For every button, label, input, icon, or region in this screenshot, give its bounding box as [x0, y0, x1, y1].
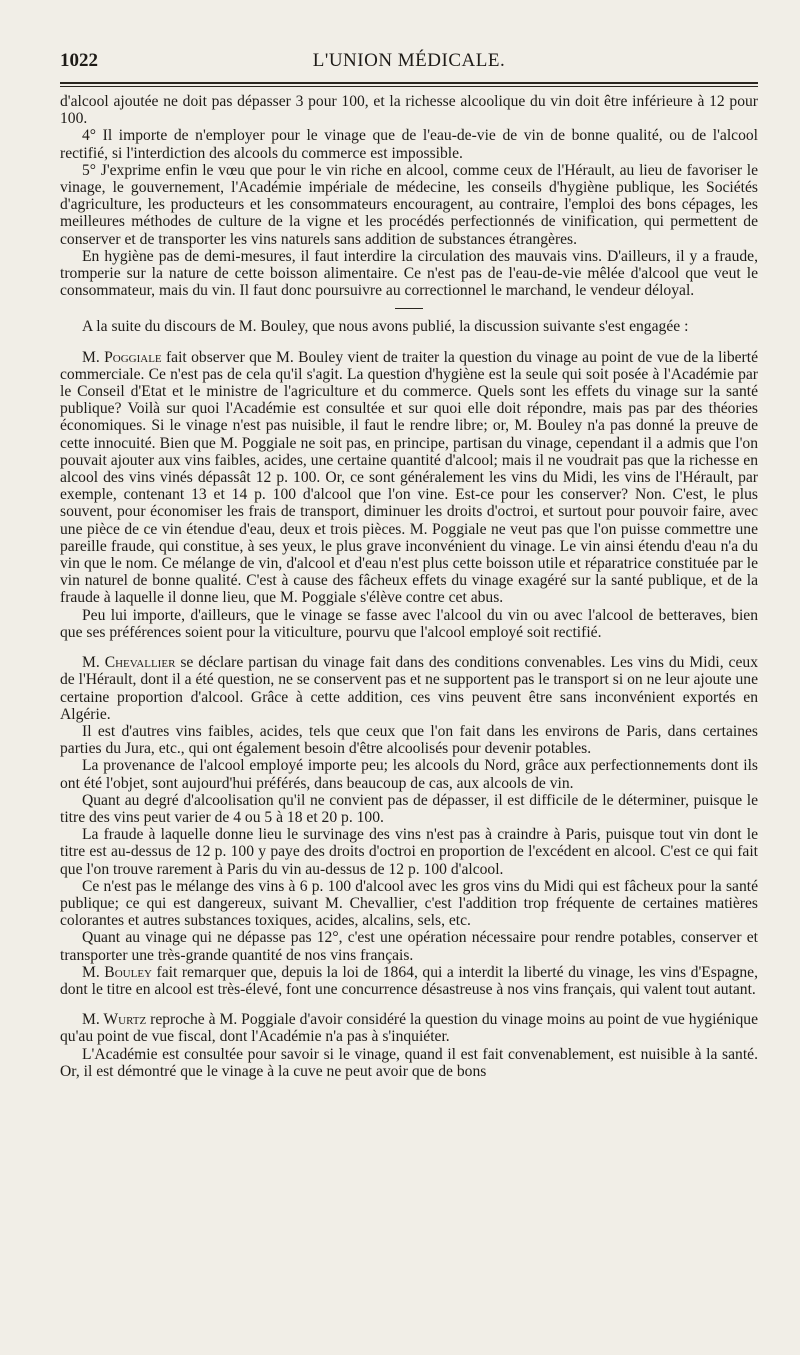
debate-paragraph: Quant au vinage qui ne dépasse pas 12°, c'est une opération nécessaire pour rendre potables, conserver et transporter une très-grande quantité de nos vins français. [60, 929, 758, 964]
debate-text: reproche à M. Poggiale d'avoir considéré la question du vinage moins au point de vue hygiénique qu'au point de vue fiscal, dont l'Académie n'a pas à s'inquiéter. [60, 1011, 758, 1046]
debate-text: fait remarquer que, depuis la loi de 1864, qui a interdit la liberté du vinage, les vins d'Espagne, dont le titre en alcool est très-élevé, font une concurrence désastreuse à nos vins français, qui valent tout autant. [60, 963, 758, 998]
discussion-intro: A la suite du discours de M. Bouley, que nous avons publié, la discussion suivante s'est engagée : [82, 318, 689, 336]
article-body [60, 93, 758, 1080]
speaker-name: M. Bouley [82, 963, 152, 981]
paragraph: d'alcool ajoutée ne doit pas dépasser 3 pour 100, et la richesse alcoolique du vin doit être inférieure à 12 pour 100. [60, 93, 758, 128]
debate-paragraph: La provenance de l'alcool employé importe peu; les alcools du Nord, grâce aux perfectionnements dont ils ont été l'objet, sont aujourd'hui préférés, dans beaucoup de cas, aux alcools de vin. [60, 757, 758, 792]
speaker-name: M. Wurtz [82, 1011, 147, 1029]
speaker-name: M. Chevallier [82, 654, 176, 672]
header-rule-thin [60, 86, 758, 87]
journal-title: L'UNION MÉDICALE. [312, 50, 506, 71]
debate-paragraph [60, 964, 758, 998]
debate-paragraph [60, 349, 758, 607]
paragraph: En hygiène pas de demi-mesures, il faut interdire la circulation des mauvais vins. D'ailleurs, il y a fraude, tromperie sur la nature de cette boisson alimentaire. Ce n'est pas de l'eau-de-vie mêlée d'alcool que veut le consommateur, mais du vin. Il faut donc poursuivre au correctionnel le marchand, le vendeur déloyal. [60, 247, 758, 300]
debate-text: fait observer que M. Bouley vient de traiter la question du vinage au point de vue de la liberté commerciale. Ce n'est pas de cela qu'il s'agit. La question d'hygiène est la seule qui soit posée à l'Académie par le Conseil d'Etat et le ministre de l'agriculture et du commerce. Quels sont les effets du vinage sur la santé publique? Voilà sur quoi l'Académie est consultée et sur quoi elle doit répondre, mais pas par des théories économiques. Si le vinage n'est pas nuisible, il faut le rendre libre; or, M. Bouley n'a pas donné la preuve de cette innocuité. Bien que M. Poggiale ne soit pas, en principe, partisan du vinage, cependant il a admis que l'on pouvait ajouter aux vins faibles, acides, une certaine quantité d'alcool; mais il ne voudrait pas que la richesse en alcool des vins vinés dépassât 12 p. 100. Or, ce sont généralement les vins du Midi, les vins de l'Hérault, par exemple, contenant 13 et 14 p. 100 d'alcool que l'on vine. Est-ce pour les conserver? Non. C'est, le plus souvent, pour économiser les frais de transport, diminuer les droits d'octroi, et surtout pour pouvoir faire, avec une pièce de ce vin étendue d'eau, deux et trois pièces. M. Poggiale ne veut pas que l'on puisse commettre une pareille fraude, qui constitue, à ses yeux, le plus grave inconvénient du vinage. Le vin ainsi étendu d'eau n'a du vin que le nom. Ce mélange de vin, d'alcool et d'eau n'est plus cette boisson utile et réparatrice constituée par le vin naturel de bonne qualité. C'est à cause des fâcheux effets du vinage exagéré sur la santé publique, et de la fraude à laquelle il donne lieu, que M. Poggiale s'élève contre cet abus. [60, 348, 758, 607]
debate-paragraph: La fraude à laquelle donne lieu le survinage des vins n'est pas à craindre à Paris, puisque tout vin dont le titre est au-dessus de 12 p. 100 y paye des droits d'octroi en proportion de l'excédent en alcool. C'est ce qui fait que l'on trouve rarement à Paris du vin au-dessus de 12 p. 100 d'alcool. [60, 826, 758, 878]
debate-paragraph: Ce n'est pas le mélange des vins à 6 p. 100 d'alcool avec les gros vins du Midi qui est fâcheux pour la santé publique; ce qui est dangereux, suivant M. Chevallier, c'est l'addition trop fréquente de certaines matières colorantes et autres substances toxiques, acides, alcalins, sels, etc. [60, 877, 758, 930]
section-divider [395, 308, 423, 309]
paragraph: 4° Il importe de n'employer pour le vinage que de l'eau-de-vie de vin de bonne qualité, ou de l'alcool rectifié, si l'interdiction des alcools du commerce est impossible. [60, 127, 758, 162]
debate-paragraph: Quant au degré d'alcoolisation qu'il ne convient pas de dépasser, il est difficile de le déterminer, puisque le titre des vins peut varier de 4 ou 5 à 18 et 20 p. 100. [60, 791, 758, 826]
page-number: 1022 [60, 50, 98, 71]
paragraph: 5° J'exprime enfin le vœu que pour le vin riche en alcool, comme ceux de l'Hérault, au lieu de favoriser le vinage, le gouvernement, l'Académie impériale de médecine, les conseils d'hygiène publique, les Sociétés d'agriculture, les producteurs et les consommateurs encouragent, au contraire, l'emploi des bons cépages, les meilleures méthodes de culture de la vigne et les procédés perfectionnés de vinification, qui permettent de conserver et de transporter les vins naturels sans addition de substances étrangères. [60, 161, 758, 248]
debate-paragraph: L'Académie est consultée pour savoir si le vinage, quand il est fait convenablement, est nuisible à la santé. Or, il est démontré que le vinage à la cuve ne peut avoir que de bons [60, 1045, 758, 1080]
header-rule [60, 82, 758, 84]
debate-text: se déclare partisan du vinage fait dans des conditions convenables. Les vins du Midi, ceux de l'Hérault, dont il a été question, ne se conservent pas et ne supportent pas le transport si on ne leur ajoute une certaine proportion d'alcool. Grâce à cette addition, ces vins peuvent être sans inconvénient exportés en Algérie. [60, 654, 758, 723]
debate-paragraph: Peu lui importe, d'ailleurs, que le vinage se fasse avec l'alcool du vin ou avec l'alcool de betteraves, bien que ses préférences soient pour la viticulture, pourvu que l'alcool employé soit rectifié. [60, 606, 758, 641]
speaker-name: M. Poggiale [82, 348, 162, 366]
debate-paragraph: Il est d'autres vins faibles, acides, tels que ceux que l'on fait dans les environs de Paris, dans certaines parties du Jura, etc., qui ont également besoin d'être alcoolisés pour devenir potables. [60, 722, 758, 758]
debate-paragraph [60, 654, 758, 723]
debate-paragraph [60, 1011, 758, 1045]
running-header [60, 50, 758, 78]
